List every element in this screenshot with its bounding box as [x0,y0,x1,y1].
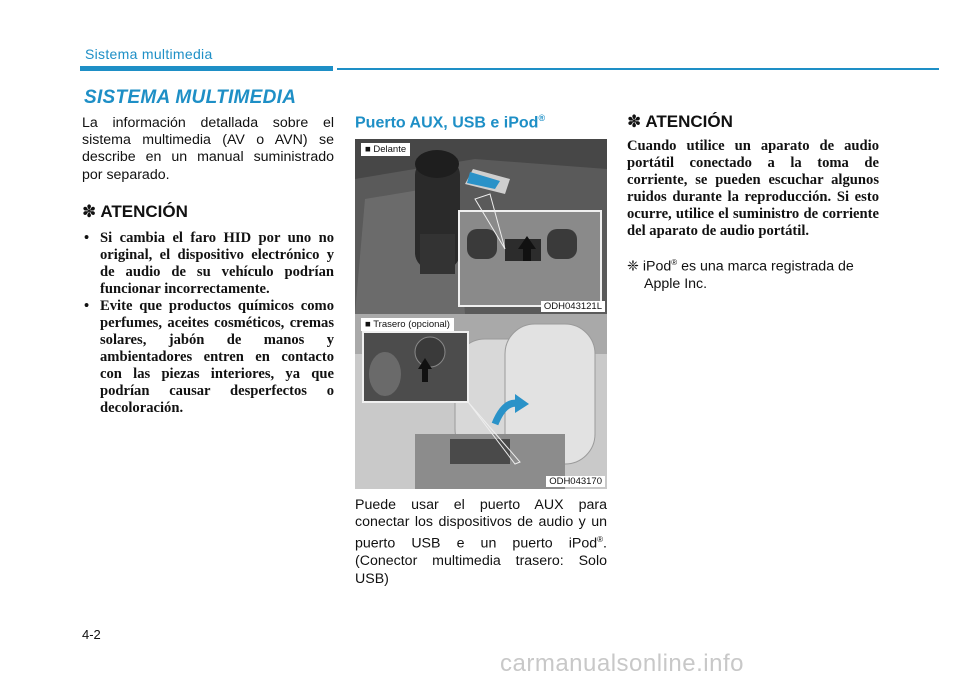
figure-front-console [355,139,607,314]
section-label: Sistema multimedia [85,46,213,62]
page-title: SISTEMA MULTIMEDIA [84,87,297,108]
attention-list [82,230,334,417]
watermark: carmanualsonline.info [500,650,744,677]
figure-code-rear: ODH043170 [546,476,605,487]
column-left [82,115,334,417]
aux-usb-heading: Puerto AUX, USB e iPod® [355,113,546,132]
rear-seat-illustration [355,314,607,489]
intro-paragraph: La información detallada sobre el sistema multimedia (AV o AVN) se describe en un manual suministrado por separado. [82,115,334,183]
figure-rear-seat [355,314,607,489]
page-number: 4-2 [82,627,101,642]
aux-usb-description [355,497,607,588]
column-right [627,112,879,293]
attention-bullet: • Evite que productos químicos como perfumes, aceites cosméticos, cremas solares, jabón de manos y ambientadores entren en contacto con las piezas interiores, ya que podrían causar desperfectos o decoloración. [82,298,334,417]
ipod-trademark-note: ❈ iPod® es una marca registrada de Apple Inc. [627,258,854,292]
attention-bullet: • Si cambia el faro HID por uno no original, el dispositivo electrónico y de audio de su vehículo podrían funcionar incorrectamente. [82,230,334,298]
front-console-illustration [355,139,607,314]
header-rule-thin [337,68,939,70]
header-rule-thick [80,66,333,71]
attention-heading-left: ✽ ATENCIÓN [82,201,188,221]
figure-label-rear: ■ Trasero (opcional) [361,318,454,331]
note-symbol-icon: ❈ [627,258,639,275]
figure-label-front: ■ Delante [361,143,410,156]
figure-code-front: ODH043121L [541,301,605,312]
attention-heading-right: ✽ ATENCIÓN [627,112,733,131]
aux-usb-paragraph: Puede usar el puerto AUX para conectar los dispositivos de audio y un puerto USB e un puerto iPod®. (Conector multimedia trasero: Solo USB) [355,497,607,587]
column-middle [355,113,607,132]
attention-paragraph-right: Cuando utilice un aparato de audio portátil conectado a la toma de corriente, se pueden escuchar algunos ruidos durante la reproducción. Si esto ocurre, utilice el suministro de corriente del aparato de audio portátil. [627,138,879,239]
